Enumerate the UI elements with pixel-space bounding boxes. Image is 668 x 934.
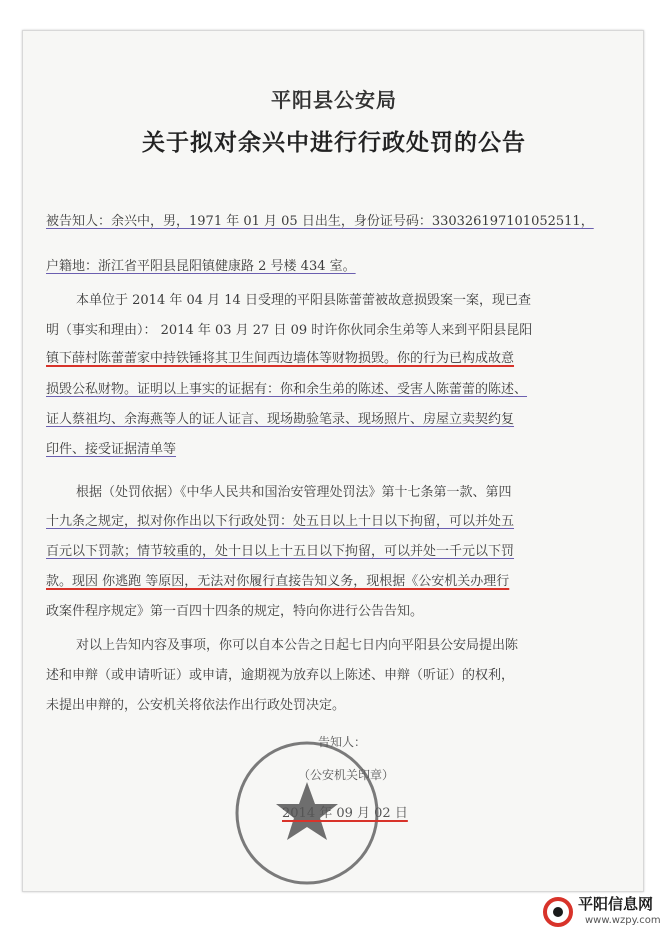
body-line: 本单位于 2014 年 04 月 14 日受理的平阳县陈蕾蕾被故意损毁案一案，现已查 bbox=[76, 293, 531, 308]
body-line: 款。现因 你逃跑 等原因，无法对你履行直接告知义务，现根据《公安机关办理行 bbox=[46, 574, 510, 589]
body-line: 未提出申辩的，公安机关将依法作出行政处罚决定。 bbox=[46, 698, 346, 713]
body-line: 对以上告知内容及事项，你可以自本公告之日起七日内向平阳县公安局提出陈 bbox=[76, 638, 519, 653]
signature-date: 2014 年 09 月 02 日 bbox=[282, 806, 408, 821]
body-line: 明（事实和理由）： 2014 年 03 月 27 日 09 时许你伙同余生弟等人来到平阳县昆阳 bbox=[46, 323, 533, 338]
agency-heading: 平阳县公安局 bbox=[271, 88, 397, 112]
body-line: 十九条之规定，拟对你作出以下行政处罚：处五日以上十日以下拘留，可以并处五 bbox=[46, 514, 515, 529]
body-line: 百元以下罚款；情节较重的，处十日以上十五日以下拘留，可以并处一千元以下罚 bbox=[46, 544, 515, 559]
watermark-name: 平阳信息网 bbox=[578, 895, 654, 913]
body-line: 印件、接受证据清单等 bbox=[46, 442, 177, 457]
seal-note: （公安机关印章） bbox=[298, 768, 395, 782]
body-line: 述和申辩（或申请听证）或申请，逾期视为放弃以上陈述、申辩（听证）的权利， bbox=[46, 668, 515, 683]
body-line: 镇下薛村陈蕾蕾家中持铁锤将其卫生间西边墙体等财物损毁。你的行为已构成故意 bbox=[46, 351, 515, 366]
body-line: 政案件程序规定》第一百四十四条的规定，特向你进行公告告知。 bbox=[46, 604, 424, 619]
logo-dot-icon bbox=[553, 907, 563, 917]
body-line: 户籍地：浙江省平阳县昆阳镇健康路 2 号楼 434 室。 bbox=[46, 259, 356, 274]
signature-label: 告知人： bbox=[318, 735, 367, 749]
notice-title: 关于拟对余兴中进行行政处罚的公告 bbox=[142, 130, 526, 156]
body-line: 损毁公私财物。证明以上事实的证据有：你和余生弟的陈述、受害人陈蕾蕾的陈述、 bbox=[46, 382, 528, 397]
watermark-url: www.wzpy.com bbox=[585, 915, 661, 926]
body-line: 被告知人：余兴中，男，1971 年 01 月 05 日出生，身份证号码：330326197101052511， bbox=[46, 214, 594, 229]
body-line: 证人蔡祖均、余海燕等人的证人证言、现场勘验笔录、现场照片、房屋立卖契约复 bbox=[46, 412, 515, 427]
body-line: 根据（处罚依据）《中华人民共和国治安管理处罚法》第十七条第一款、第四 bbox=[76, 485, 512, 500]
